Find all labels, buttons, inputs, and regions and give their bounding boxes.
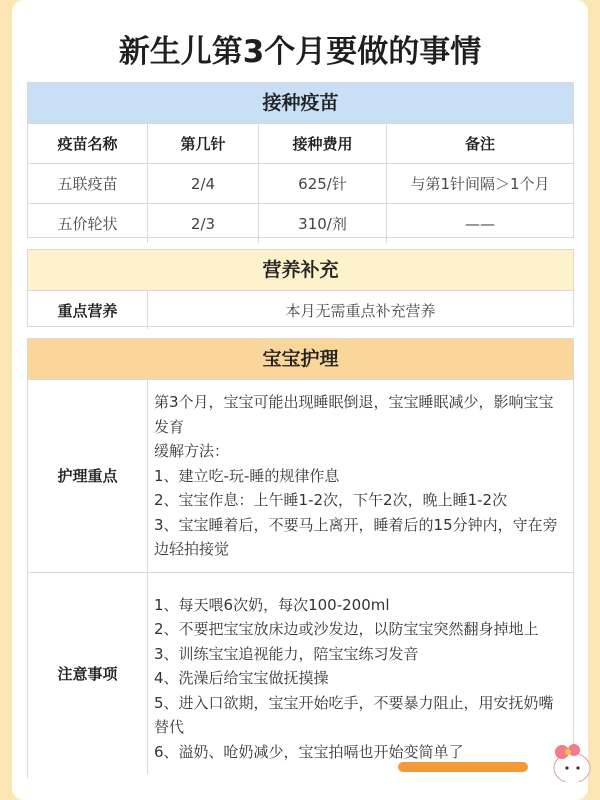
vaccine-section-heading: 接种疫苗 xyxy=(28,83,573,124)
table-cell: 五价轮状 xyxy=(28,204,148,244)
list-item: 5、进入口欲期，宝宝开始吃手，不要暴力阻止，用安抚奶嘴替代 xyxy=(154,693,554,736)
column-header: 第几针 xyxy=(148,124,259,164)
nutrition-label: 重点营养 xyxy=(28,291,148,329)
list-item: 2、宝宝作息：上午睡1-2次，下午2次，晚上睡1-2次 xyxy=(154,491,508,509)
table-cell: 五联疫苗 xyxy=(28,164,148,204)
key-points-label: 护理重点 xyxy=(28,380,148,572)
list-item: 1、每天喂6次奶，每次100-200ml xyxy=(154,595,390,614)
page-title: 新生儿第3个月要做的事情 xyxy=(118,34,482,70)
notes-content xyxy=(148,572,574,774)
table-cell: 310/剂 xyxy=(259,204,387,244)
care-table xyxy=(28,380,573,774)
vaccine-table xyxy=(28,124,573,243)
list-item: 缓解方法： xyxy=(154,442,230,460)
list-item: 2、不要把宝宝放床边或沙发边，以防宝宝突然翻身掉地上 xyxy=(154,620,539,638)
notes-label: 注意事项 xyxy=(28,572,148,774)
vaccine-section xyxy=(27,82,574,238)
care-section xyxy=(27,338,574,778)
nutrition-section-heading: 营养补充 xyxy=(28,250,573,291)
table-row xyxy=(28,572,573,774)
table-header-row xyxy=(28,124,573,164)
column-header: 疫苗名称 xyxy=(28,124,148,164)
list-item: 6、溢奶、呛奶减少，宝宝拍嗝也开始变简单了 xyxy=(154,742,464,761)
nutrition-section xyxy=(27,249,574,327)
table-row xyxy=(28,164,573,204)
table-row xyxy=(28,204,573,244)
table-cell: 2/4 xyxy=(148,164,259,204)
table-cell: 2/3 xyxy=(148,204,259,244)
table-cell: 与第1针间隔＞1个月 xyxy=(387,164,574,204)
table-cell: —— xyxy=(387,204,574,244)
column-header: 接种费用 xyxy=(259,124,387,164)
table-row xyxy=(28,291,573,329)
care-section-heading: 宝宝护理 xyxy=(28,339,573,380)
list-item: 第3个月，宝宝可能出现睡眠倒退，宝宝睡眠减少，影响宝宝发育 xyxy=(154,393,554,436)
list-item: 3、宝宝睡着后，不要马上离开，睡着后的15分钟内，守在旁边轻拍接觉 xyxy=(154,515,558,558)
list-item: 4、洗澡后给宝宝做抚摸操 xyxy=(154,669,329,687)
table-cell: 625/针 xyxy=(259,164,387,204)
nutrition-value: 本月无需重点补充营养 xyxy=(148,291,574,329)
nutrition-table xyxy=(28,291,573,329)
table-row xyxy=(28,380,573,572)
column-header: 备注 xyxy=(387,124,574,164)
list-item: 1、建立吃-玩-睡的规律作息 xyxy=(154,466,340,485)
mascot-icon xyxy=(548,742,594,782)
list-item: 3、训练宝宝追视能力，陪宝宝练习发音 xyxy=(154,644,419,663)
key-points-content xyxy=(148,380,574,572)
